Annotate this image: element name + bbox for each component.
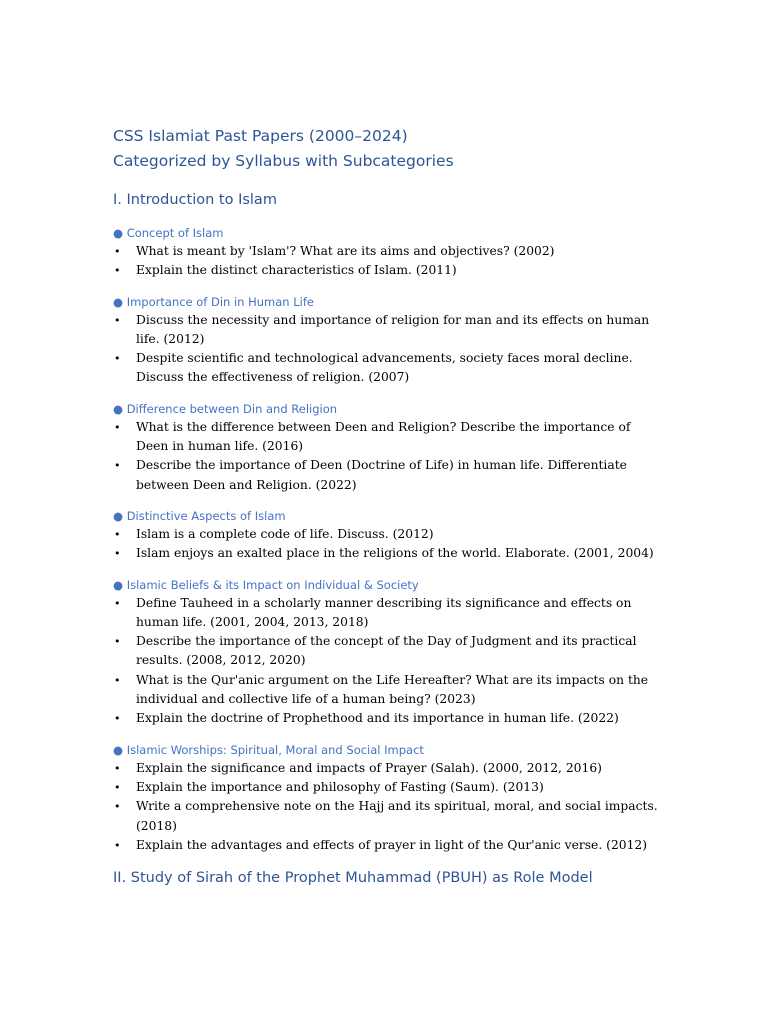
section-heading: I. Introduction to Islam bbox=[113, 192, 277, 208]
bullet-icon: • bbox=[114, 527, 121, 541]
question-text: Write a comprehensive note on the Hajj and its spiritual, moral, and social impacts. (2018) bbox=[136, 799, 658, 833]
question-text: Despite scientific and technological advancements, society faces moral decline. Discuss the effectiveness of religion. (2007) bbox=[136, 351, 633, 385]
question-item bbox=[113, 242, 658, 261]
subcategory-heading: ● Distinctive Aspects of Islam bbox=[113, 508, 286, 523]
question-item bbox=[113, 525, 658, 544]
bullet-icon: • bbox=[114, 264, 121, 278]
question-item bbox=[113, 778, 658, 797]
question-text: Islam is a complete code of life. Discuss. (2012) bbox=[136, 526, 434, 541]
subcategory-group bbox=[113, 401, 658, 495]
question-item bbox=[113, 797, 658, 836]
question-text: Explain the importance and philosophy of Fasting (Saum). (2013) bbox=[136, 779, 544, 794]
bullet-icon: • bbox=[114, 420, 121, 434]
bullet-icon: • bbox=[114, 245, 121, 258]
question-text: Explain the distinct characteristics of Islam. (2011) bbox=[136, 263, 457, 278]
question-item bbox=[113, 632, 658, 671]
question-list bbox=[113, 418, 658, 495]
question-text: What is meant by 'Islam'? What are its aims and objectives? (2002) bbox=[136, 244, 555, 258]
bullet-icon: • bbox=[114, 596, 121, 610]
question-item bbox=[113, 759, 658, 778]
subcategory-heading: ● Islamic Beliefs & its Impact on Individual & Society bbox=[113, 577, 419, 592]
question-list bbox=[113, 242, 658, 281]
question-item bbox=[113, 456, 658, 495]
bullet-icon: • bbox=[114, 547, 121, 561]
bullet-icon: • bbox=[114, 673, 121, 687]
title-line-2: Categorized by Syllabus with Subcategories bbox=[113, 152, 454, 170]
bullet-icon: • bbox=[114, 761, 121, 775]
subcategory-group bbox=[113, 577, 658, 729]
question-list bbox=[113, 594, 658, 729]
bullet-icon: • bbox=[114, 838, 121, 852]
question-item bbox=[113, 311, 658, 350]
sections-container bbox=[113, 190, 658, 888]
bullet-icon: • bbox=[114, 780, 121, 794]
question-item bbox=[113, 709, 658, 728]
question-item bbox=[113, 671, 658, 710]
question-text: What is the Qur'anic argument on the Life Hereafter? What are its impacts on the individual and collective life of a human being? (2023) bbox=[136, 672, 649, 707]
question-text: Explain the doctrine of Prophethood and its importance in human life. (2022) bbox=[136, 711, 619, 726]
bullet-icon: • bbox=[114, 800, 121, 814]
question-text: Explain the advantages and effects of prayer in light of the Qur'anic verse. (2012) bbox=[136, 837, 648, 852]
question-list bbox=[113, 759, 658, 855]
subcategory-heading: ● Importance of Din in Human Life bbox=[113, 294, 314, 309]
question-list bbox=[113, 311, 658, 388]
question-text: Islam enjoys an exalted place in the religions of the world. Elaborate. (2001, 2004) bbox=[136, 546, 654, 561]
section-heading: II. Study of Sirah of the Prophet Muhammad (PBUH) as Role Model bbox=[113, 870, 593, 887]
subcategory-group bbox=[113, 294, 658, 388]
question-item bbox=[113, 836, 658, 855]
question-list bbox=[113, 525, 658, 564]
question-item bbox=[113, 544, 658, 563]
document-content bbox=[113, 124, 658, 888]
question-text: Describe the importance of the concept of the Day of Judgment and its practical results. (2008, 2012, 2020) bbox=[136, 634, 637, 668]
subcategory-group bbox=[113, 742, 658, 855]
question-text: Explain the significance and impacts of Prayer (Salah). (2000, 2012, 2016) bbox=[136, 760, 602, 775]
bullet-icon: • bbox=[114, 712, 121, 726]
document-title bbox=[113, 124, 658, 174]
question-item bbox=[113, 418, 658, 457]
question-item bbox=[113, 349, 658, 388]
bullet-icon: • bbox=[114, 313, 121, 327]
bullet-icon: • bbox=[114, 459, 121, 473]
title-line-1: CSS Islamiat Past Papers (2000–2024) bbox=[113, 127, 408, 145]
question-text: What is the difference between Deen and Religion? Describe the importance of Deen in human life. (2016) bbox=[136, 419, 631, 454]
subcategory-heading: ● Difference between Din and Religion bbox=[113, 401, 338, 416]
question-item bbox=[113, 261, 658, 280]
subcategory-heading: ● Concept of Islam bbox=[113, 226, 224, 240]
subcategory-heading: ● Islamic Worships: Spiritual, Moral and Social Impact bbox=[113, 742, 424, 757]
question-text: Define Tauheed in a scholarly manner describing its significance and effects on human life. (2001, 2004, 2013, 2018) bbox=[136, 595, 632, 629]
subcategory-group bbox=[113, 225, 658, 281]
question-text: Discuss the necessity and importance of religion for man and its effects on human life. (2012) bbox=[136, 312, 650, 346]
question-item bbox=[113, 594, 658, 633]
bullet-icon: • bbox=[114, 635, 121, 649]
bullet-icon: • bbox=[114, 352, 121, 366]
question-text: Describe the importance of Deen (Doctrine of Life) in human life. Differentiate between Deen and Religion. (2022) bbox=[136, 458, 627, 492]
subcategory-group bbox=[113, 508, 658, 564]
